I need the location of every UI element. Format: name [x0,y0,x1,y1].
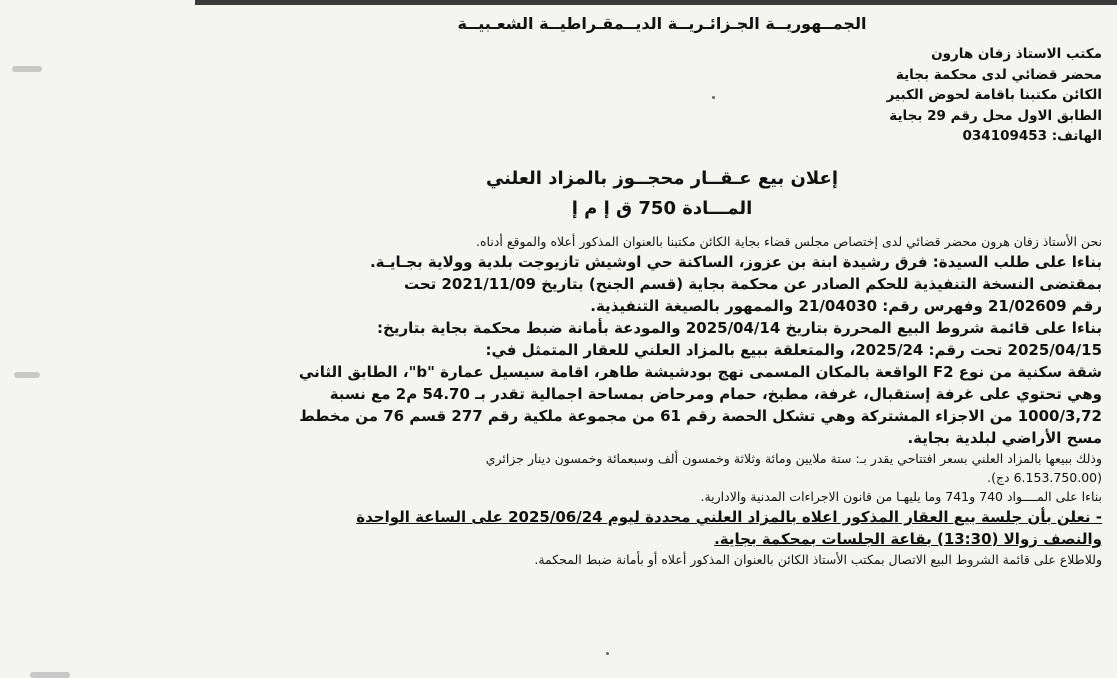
conditions-line: بناءا على قائمة شروط البيع المحررة بتاريخ 2025/04/14 والمودعة بأمانة ضبط محكمة بجاية بتاريخ: [377,319,1102,337]
requester-line: بناءا على طلب السيدة: فرق رشيدة ابنة بن عزوز، الساكنة حي اوشيش تازيوجت بلدية وولاية بجـايـة. [369,253,1102,271]
property-line-3: 1000/3,72 من الاجزاء المشتركة وهي تشكل الحصة رقم 61 من مجموعة ملكية رقم 277 قسم 76 من مخطط [299,407,1102,425]
property-line-4: مسح الأراضي لبلدية بجاية. [907,429,1102,447]
scan-top-edge [195,0,1117,5]
article-reference: المـــادة 750 ق إ م إ [571,198,753,219]
notice-title: إعلان بيع عـقــار محجــوز بالمزاد العلني [485,168,839,189]
auction-time-line: والنصف زوالا (13:30) بقاعة الجلسات بمحكمة بجاية. [714,530,1102,548]
legal-basis-line: بناءا على المــــواد 740 و741 وما يليهـا من قانون الاجراءات المدنية والادارية. [700,489,1102,504]
office-block [772,44,1102,147]
scan-mark [14,372,40,378]
judgment-number-line: رقم 21/02609 وفهرس رقم: 21/04030 والممهور بالصيغة التنفيذية. [590,297,1102,315]
scan-mark [30,672,70,678]
office-address: الكائن مكتبنا باقامة لحوض الكبير [886,87,1102,103]
republic-header: الجمــهوريــة الجـزائـريــة الديــمقـراطيــة الشعـبيــة [457,14,867,33]
property-line-1: شقة سكنية من نوع F2 الواقعة بالمكان المسمى نهج بودشيشة طاهر، اقامة سيسيل عمارة "b"، الطابق الثاني [298,363,1102,381]
contact-line: وللاطلاع على قائمة الشروط البيع الاتصال بمكتب الأستاذ الكائن بالعنوان المذكور أعلاه أو بأمانة ضبط المحكمة. [534,552,1102,567]
auction-date-line: - نعلن بأن جلسة بيع العقار المذكور اعلاه بالمزاد العلني محددة ليوم 2025/06/24 على الساعة الواحدة [356,508,1102,526]
deposit-line: 2025/04/15 تحت رقم: 2025/24، والمتعلقة ببيع بالمزاد العلني للعقار المتمثل في: [485,341,1102,359]
scan-mark [12,66,42,72]
bailiff-statement: نحن الأستاذ زفان هرون محضر قضائي لدى إختصاص مجلس قضاء بجاية الكائن مكتبنا بالعنوان المذكور أعلاه والموقع أدناه. [476,234,1102,249]
price-line: وذلك ببيعها بالمزاد العلني بسعر افتتاحي يقدر بـ: ستة ملايين ومائة وثلاثة وخمسون ألف وسبعمائة وخمسون دينار جزائري [485,451,1102,466]
price-amount: (6.153.750.00 دج). [987,470,1102,485]
notice-body [222,232,1102,569]
property-line-2: وهي تحتوي على غرفة إستقبال، غرفة، مطبخ، حمام ومرحاض بمساحة اجمالية تقدر بـ 54.70 م2 مع نسبة [329,385,1102,403]
office-name: مكتب الاستاذ زفان هارون [931,46,1102,62]
office-phone: الهاتف: 034109453 [962,128,1102,144]
office-role: محضر قضائي لدى محكمة بجاية [895,66,1102,83]
office-floor: الطابق الاول محل رقم 29 بجاية [889,107,1102,124]
document-page [222,8,1102,668]
judgment-line: بمقتضى النسخة التنفيذية للحكم الصادر عن محكمة بجاية (قسم الجنح) بتاريخ 2021/11/09 تحت [403,275,1102,293]
